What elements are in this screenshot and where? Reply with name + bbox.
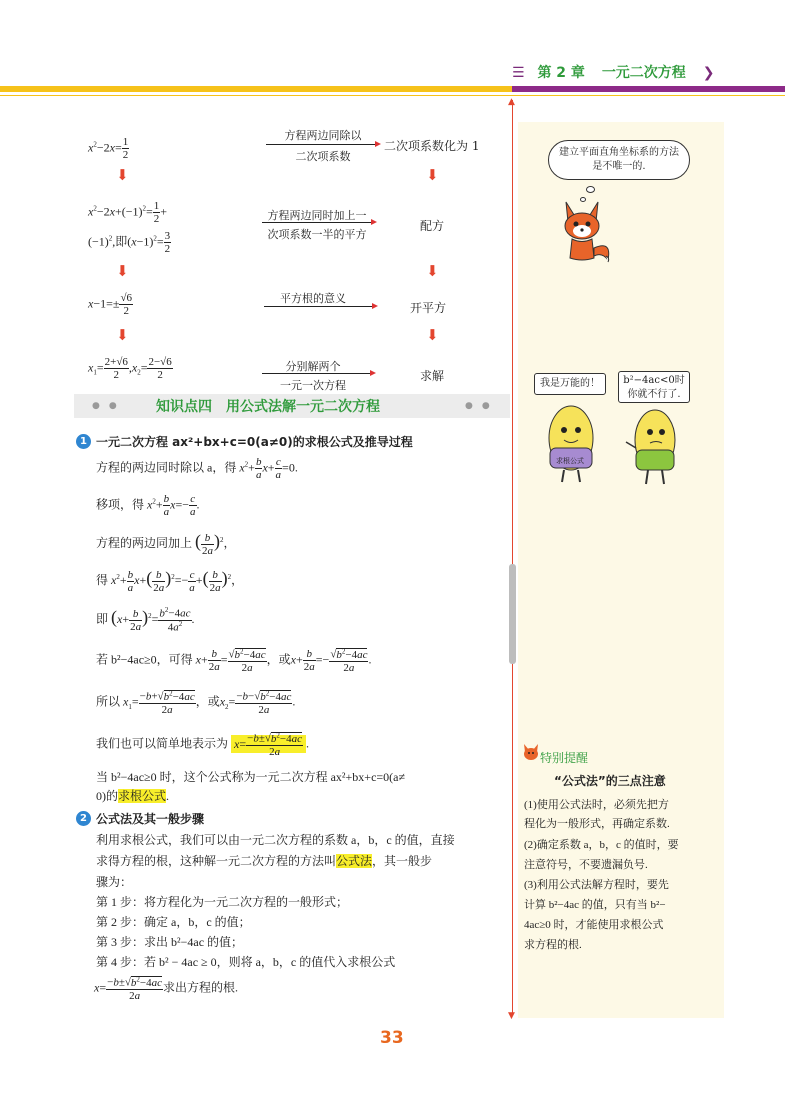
result-1: 二次项系数化为 1 [384,139,480,153]
down-arrow-icon: ⬇ [116,326,129,344]
note-4-line-2: 一元一次方程 [280,379,346,392]
result-2: 配方 [420,219,445,233]
item1-line6-mid: ，或 [266,652,291,667]
header-rule [0,95,785,96]
tips-subtitle: “公式法”的三点注意 [554,774,666,788]
result-3: 开平方 [410,301,447,315]
triangle-down-icon: ▼ [508,1011,515,1021]
item1-line1-text: 方程的两边同时除以 a，得 [96,460,237,475]
down-arrow-icon: ⬇ [116,166,129,184]
note-3-line-1: 平方根的意义 [280,292,346,305]
arrow-right-icon [371,219,377,225]
item2-heading: 公式法及其一般步骤 [96,812,205,826]
tip-line: 计算 b²−4ac 的值，只有当 b²− [524,899,666,911]
note-4-line-1: 分别解两个 [285,360,341,373]
chapter-title: 一元二次方程 [601,65,686,81]
item1-line9: 当 b²−4ac≥0 时，这个公式称为一元二次方程 ax²+bx+c=0(a≠ [96,770,406,784]
note-4-arrow [262,373,372,374]
speech-bubble-right: b²−4ac<0时你就不行了. [618,371,690,403]
item1-line5-text: 即 [96,612,109,626]
item1-line3-text: 方程的两边同加上 [96,536,193,550]
note-1-arrow [266,144,376,145]
item1-line7-mid: ，或 [195,694,220,709]
thought-dot [586,186,595,193]
arrow-right-icon [370,370,376,376]
note-2-line-1: 方程两边同时加上一 [267,209,367,222]
tip-line: (1)使用公式法时，必须先把方 [524,799,669,811]
note-3-arrow [264,306,374,307]
item1-line10-pre: 0)的 [96,789,118,803]
item1-heading: 一元二次方程 ax²+bx+c=0(a≠0)的求根公式及推导过程 [96,435,413,449]
item2-step3: 第 3 步：求出 b²−4ac 的值； [96,935,244,949]
page-number: 33 [380,1028,404,1048]
item1-line8: 我们也可以简单地表示为 x= $\frac{-b\pm√b^2-4ac}{2a}$ . [96,731,310,758]
chapter-label: 第 2 章 [537,65,585,81]
item1-line4-text: 得 [96,573,109,587]
column-divider [512,100,513,1015]
scrollbar-thumb[interactable] [509,564,516,664]
arrow-right-icon [372,303,378,309]
speech-bubble-left: 我是万能的！ [534,373,606,395]
eq-row-3: x−1=± $\frac{√6}{2}$ [88,292,132,318]
item1-line4: 得 $x^2+$ $\frac{b}{a}$ x+( $\frac{b}{2a}$ )$^2$=− $\frac{c}{a}$ +( $\frac{b}{2a}$ )$^2$， [96,568,244,594]
down-arrow-icon: ⬇ [426,166,439,184]
tips-title: 特别提醒 [540,751,589,765]
item2-step2: 第 2 步：确定 a，b，c 的值； [96,915,251,929]
tip-line: 程化为一般形式，再确定系数. [524,818,670,830]
item1-line6-text: 若 b²−4ac≥0，可得 [96,652,193,667]
triangle-up-icon: ▲ [508,97,515,107]
down-arrow-icon: ⬇ [116,262,129,280]
eq-sep2: , [128,360,132,375]
item2-step4-end: 求出方程的根. [163,980,239,995]
banner-dots-right: ●● [465,401,499,411]
item1-line7-text: 所以 [96,694,121,709]
eq-row-2a: $x^2-2x+(-1)^2=$ $\frac{1}{2}$ + [88,200,168,226]
eq-row-4: $x_1=$ $\frac{2+√6}{2}$ $,x_2=$ $\frac{2-√6}{2}$ [88,356,172,382]
doubt-character-icon [624,406,686,486]
item1-line6: 若 b²−4ac≥0，可得 x+ $\frac{b}{2a}$ = $\frac{√b^2-4ac}{2a}$ ，或x+ $\frac{b}{2a}$ =− $\frac{√b^2-4ac}{2a}$ . [96,647,372,674]
tip-line: (2)确定系数 a，b，c 的值时，要 [524,839,679,851]
tip-line: (3)利用公式法解方程时，要先 [524,879,669,891]
item1-line7: 所以 $x_1=$ $\frac{-b+√b^2-4ac}{2a}$ ，或$x_2=$ $\frac{-b-√b^2-4ac}{2a}$ . [96,689,296,716]
item1-line2: 移项，得 $x^2+$ $\frac{b}{a}$ x=− $\frac{c}{a}$ . [96,493,200,519]
character-shirt-label: 求根公式 [556,457,584,465]
item-number-badge: 2 [76,811,91,826]
banner-dots-left: ●● [92,401,126,411]
section-title: 知识点四 用公式法解一元二次方程 [156,399,380,415]
down-arrow-icon: ⬇ [426,326,439,344]
header-bar-purple [512,86,785,92]
item2-line3: 骤为： [96,875,133,889]
item2-line1: 利用求根公式，我们可以由一元二次方程的系数 a，b，c 的值，直接 [96,833,455,847]
quadratic-formula-highlight: x= $\frac{-b\pm√b^2-4ac}{2a}$ [231,735,306,753]
item1-line10-post: . [166,789,170,803]
item2-line2 [96,852,432,869]
item2-step4: 第 4 步：若 b² − 4ac ≥ 0，则将 a，b，c 的值代入求根公式 [96,955,396,969]
fox-mascot-icon [556,196,616,268]
item1-line8-text: 我们也可以简单地表示为 [96,736,229,751]
header-bar-yellow [0,86,512,92]
item1-line5: 即 (x+ $\frac{b}{2a}$ )$^2$= $\frac{b^2-4ac}{4a^2}$ . [96,606,195,634]
formula-character-icon [540,402,602,486]
item2-step4-formula: x= $\frac{-b\pm√b^2-4ac}{2a}$ 求出方程的根. [94,975,239,1002]
note-2-arrow [262,222,372,223]
formula-method-highlight: 公式法 [336,854,373,868]
fox-thought-bubble: 建立平面直角坐标系的方法是不唯一的. [548,140,690,180]
item1-line1: 方程的两边同时除以 a，得 $x^2+$ $\frac{b}{a}$ x+ $\frac{c}{a}$ =0. [96,456,298,482]
eq-row-2b: $(-1)^2$,即$(x-1)^2=$ $\frac{3}{2}$ [88,230,171,256]
item1-line3: 方程的两边同加上 ( $\frac{b}{2a}$ )$^2$， [96,531,236,557]
result-4: 求解 [420,369,445,383]
tip-line: 4ac≥0 时，才能使用求根公式 [524,919,664,931]
down-arrow-icon: ⬇ [426,262,439,280]
note-2-line-2: 次项系数一半的平方 [267,228,367,241]
chevron-right-icon[interactable]: ❯ [702,65,715,81]
tip-line: 求方程的根. [524,939,582,951]
item-number-badge: 1 [76,434,91,449]
root-formula-highlight: 求根公式 [118,789,167,803]
item2-step1: 第 1 步：将方程化为一元二次方程的一般形式； [96,895,349,909]
note-1-line-2: 二次项系数 [295,150,351,163]
note-1-line-1: 方程两边同除以 [284,129,362,142]
fox-head-icon [521,742,541,762]
list-icon: ☰ [512,65,525,81]
arrow-right-icon [375,141,381,147]
eq-sep: ,即 [112,234,128,249]
item2-line2-post: ，其一般步 [372,854,433,868]
chapter-nav[interactable] [512,62,714,82]
tip-line: 注意符号，不要遗漏负号. [524,859,648,871]
item1-line2-text: 移项，得 [96,497,145,512]
eq-row-1: $x^2-2x=$ $\frac{1}{2}$ [88,136,129,162]
item1-line10 [96,787,169,804]
item2-line2-pre: 求得方程的根，这种解一元二次方程的方法叫 [96,854,337,868]
